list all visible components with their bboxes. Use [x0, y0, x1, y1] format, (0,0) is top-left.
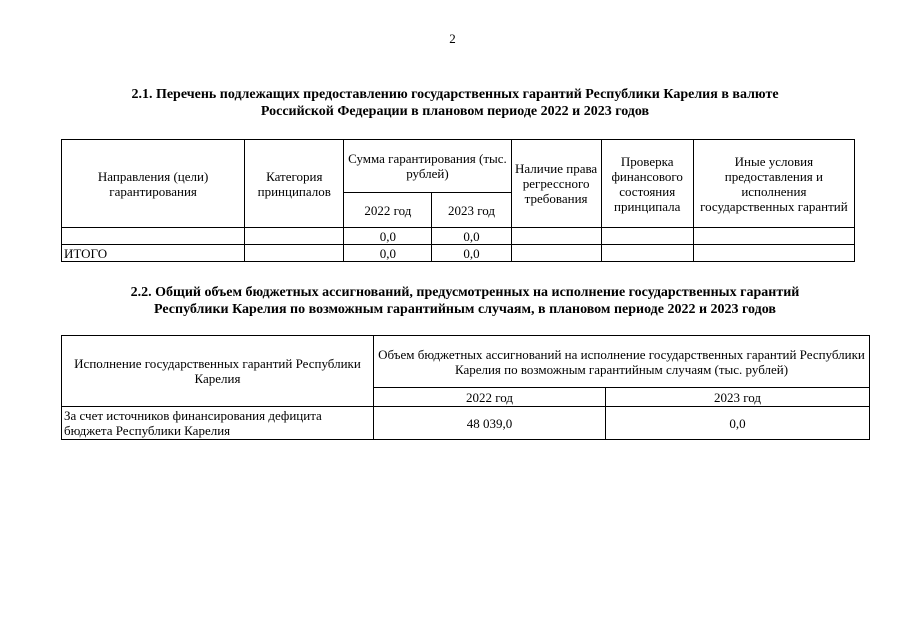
header-direction: Направления (цели) гарантирования [62, 140, 245, 228]
cell-regress [511, 228, 601, 245]
header-sum: Сумма гарантирования (тыс. рублей) [344, 140, 511, 193]
section-2-title-line2: Республики Карелия по возможным гарантийным случаям, в плановом периоде 2022 и 2023 годов [154, 302, 776, 317]
cell-other [693, 228, 854, 245]
budget-allocations-table [61, 335, 870, 440]
cell-check [601, 245, 693, 262]
header-check: Проверка финансового состояния принципала [601, 140, 693, 228]
header-year-2022: 2022 год [374, 388, 606, 407]
guarantees-table [61, 139, 855, 262]
header-regress: Наличие права регрессного требования [511, 140, 601, 228]
page-number: 2 [449, 31, 456, 46]
section-1-title-line1: 2.1. Перечень подлежащих предоставлению государственных гарантий Республики Карелия в валюте [131, 87, 779, 102]
cell-2022-value: 48 039,0 [374, 407, 606, 440]
cell-2023: 0,0 [432, 228, 511, 245]
cell-total-label: ИТОГО [62, 245, 245, 262]
cell-category [245, 228, 344, 245]
header-year-2023: 2023 год [432, 193, 511, 228]
cell-total-2022: 0,0 [344, 245, 432, 262]
section-1-title-line2: Российской Федерации в плановом периоде 2022 и 2023 годов [260, 104, 650, 119]
cell-2023-value: 0,0 [606, 407, 870, 440]
cell-total-2023: 0,0 [432, 245, 511, 262]
header-year-2022: 2022 год [344, 193, 432, 228]
header-volume: Объем бюджетных ассигнований на исполнение государственных гарантий Республики Карелия по возможным гарантийным случаям (тыс. рублей) [374, 336, 870, 388]
header-year-2023: 2023 год [606, 388, 870, 407]
cell-check [601, 228, 693, 245]
table-row [62, 228, 855, 245]
table-row [62, 407, 870, 440]
header-category: Категория принципалов [245, 140, 344, 228]
cell-2022: 0,0 [344, 228, 432, 245]
total-row [62, 245, 855, 262]
section-2-title [60, 284, 870, 318]
section-1-title [60, 86, 850, 120]
cell-other [693, 245, 854, 262]
section-2-title-line1: 2.2. Общий объем бюджетных ассигнований, предусмотренных на исполнение государственных гарантий [130, 285, 800, 300]
cell-category [245, 245, 344, 262]
header-execution: Исполнение государственных гарантий Республики Карелия [62, 336, 374, 407]
cell-source-label: За счет источников финансирования дефицита бюджета Республики Карелия [62, 407, 374, 440]
cell-regress [511, 245, 601, 262]
cell-direction [62, 228, 245, 245]
header-other: Иные условия предоставления и исполнения государственных гарантий [693, 140, 854, 228]
